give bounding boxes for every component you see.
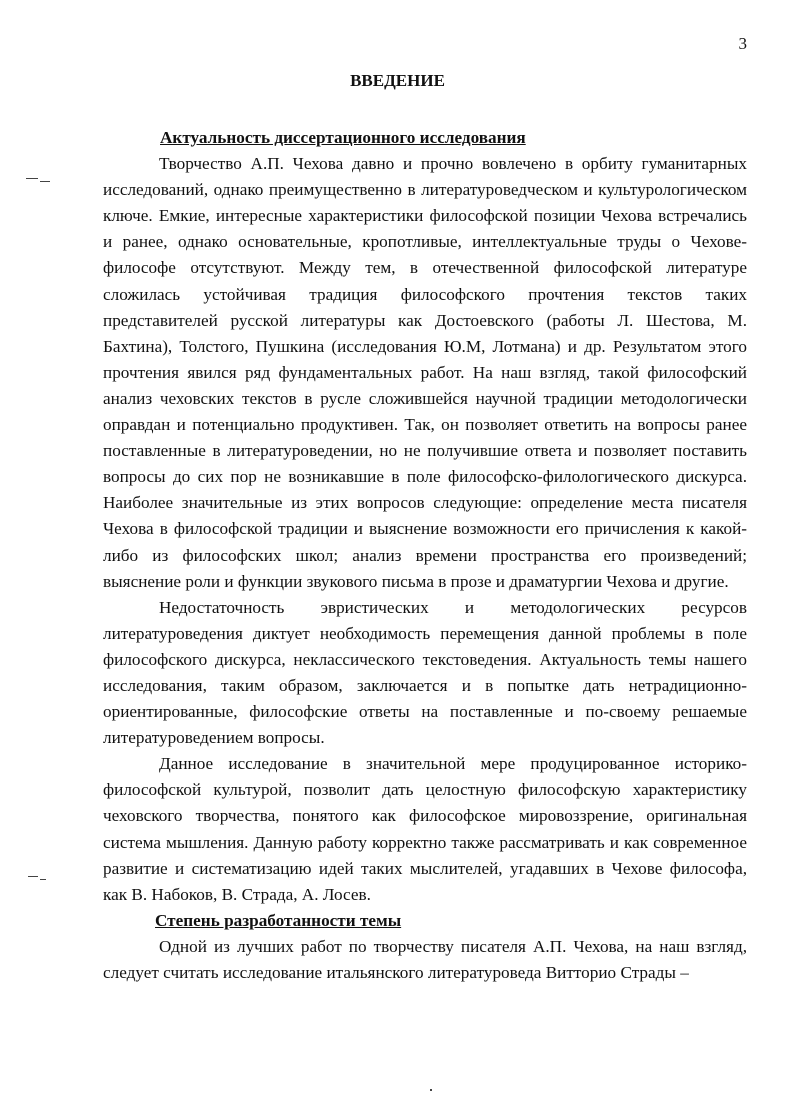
page-title: ВВЕДЕНИЕ [350,71,445,90]
scan-mark [430,1089,432,1091]
scan-mark [26,178,38,179]
paragraph: Недостаточность эвристических и методологических ресурсов литературоведения диктует необходимость перемещения данной проблемы в поле философского дискурса, неклассического текстоведения. Актуальность темы нашего исследования, таким образом, заключается и в попытке дать нетрадиционно-ориентированные, философские ответы на поставленные и по-своему решаемые литературоведением вопросы. [103,597,747,748]
scan-mark [40,879,46,880]
document-body [103,125,747,986]
paragraph: Данное исследование в значительной мере продуцированное историко-философской культурой, позволит дать целостную философскую характеристику чеховского творчества, понятого как философское мировоззрение, оригинальная система мышления. Данную работу корректно также рассматривать и как современное развитие и систематизацию идей таких мыслителей, угадавших в Чехове философа, как В. Набоков, В. Страда, А. Лосев. [103,754,747,904]
paragraph: Творчество А.П. Чехова давно и прочно вовлечено в орбиту гуманитарных исследований, однако преимущественно в литературоведческом и культурологическом ключе. Емкие, интересные характеристики философской позиции Чехова встречались и ранее, однако основательные, кропотливые, интеллектуальные труды о Чехове-философе отсутствуют. Между тем, в отечественной философской литературе сложилась устойчивая традиция философского прочтения текстов таких представителей русской литературы как Достоевского (работы Л. Шестова, М. Бахтина), Толстого, Пушкина (исследования Ю.М, Лотмана) и др. Результатом этого прочтения явился ряд фундаментальных работ. На наш взгляд, такой философский анализ чеховских текстов в русле сложившейся научной традиции методологически оправдан и потенциально продуктивен. Так, он позволяет ответить на вопросы ранее поставленные в литературоведении, но не получившие ответа и позволяет поставить вопросы до сих пор не возникавшие в поле философско-филологического дискурса. Наиболее значительные из этих вопросов следующие: определение места писателя Чехова в философской традиции и выяснение возможности его причисления к какой-либо из философских школ; анализ времени пространства его произведений; выяснение роли и функции звукового письма в прозе и драматургии Чехова и другие. [103,154,747,591]
scan-mark [40,181,50,182]
section-heading-development: Степень разработанности темы [155,910,402,930]
page-number: 3 [738,34,747,53]
scan-mark [28,876,38,877]
paragraph: Одной из лучших работ по творчеству писателя А.П. Чехова, на наш взгляд, следует считать исследование итальянского литературоведа Витторио Страды – [103,936,747,982]
section-heading-relevance: Актуальность диссертационного исследования [160,128,526,147]
